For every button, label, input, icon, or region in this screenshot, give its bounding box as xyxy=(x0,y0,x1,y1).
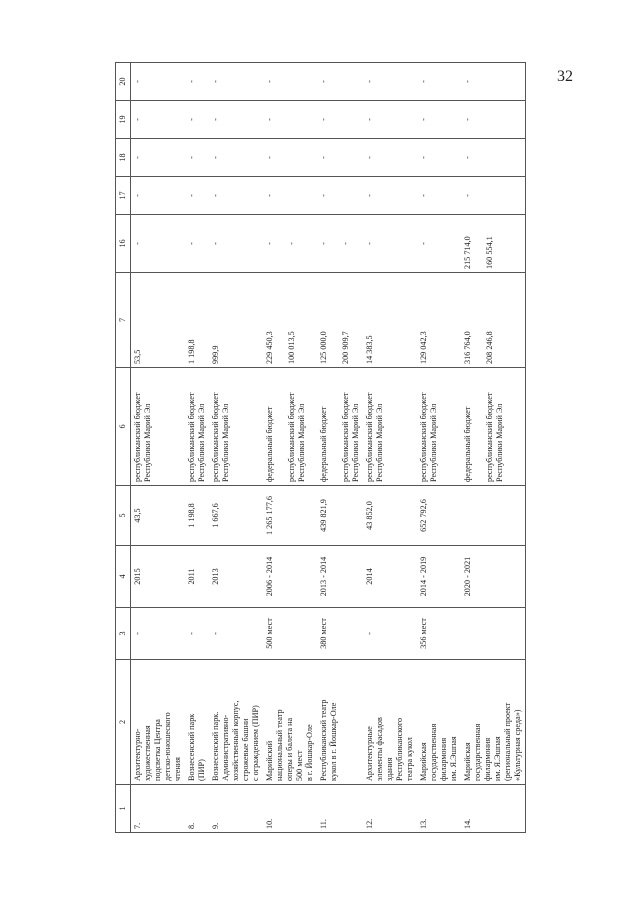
amount-col-16: 215 714,0 xyxy=(463,236,472,269)
funding-source-line: республиканский бюджет xyxy=(287,392,296,482)
amount-v18: - xyxy=(463,156,472,159)
funding-source-line: республиканский бюджет xyxy=(341,392,350,482)
row-number: 12. xyxy=(365,818,374,829)
amount-col-7: 53,5 xyxy=(133,349,142,364)
table-row xyxy=(317,63,363,833)
amount-v19: - xyxy=(211,118,220,121)
amount-v20: - xyxy=(187,80,196,83)
column-header: 4 xyxy=(116,546,131,608)
amount-col-7: 316 764,0 xyxy=(463,331,472,364)
funding-source-line: республиканский бюджет xyxy=(365,392,374,482)
amount-col-7: 208 246,8 xyxy=(485,331,494,364)
object-name-line: Архитектурные xyxy=(365,726,374,781)
amount-col-16: - xyxy=(365,242,374,245)
amount-v19: - xyxy=(365,118,374,121)
amount-v19: - xyxy=(463,118,472,121)
funding-source-line: республиканский бюджет xyxy=(187,392,196,482)
table-row xyxy=(461,63,526,833)
object-name-line: государственная xyxy=(429,723,438,781)
amount-v17: - xyxy=(365,194,374,197)
table-row xyxy=(209,63,263,833)
row-number: 10. xyxy=(265,818,274,829)
amount-v18: - xyxy=(365,156,374,159)
object-name-line: художественная xyxy=(143,725,152,781)
funding-source-line: Республики Марий Эл xyxy=(197,403,206,482)
period: 2006 - 2014 xyxy=(265,556,274,597)
column-header: 3 xyxy=(116,608,131,660)
object-name-line: 500 мест xyxy=(295,750,304,781)
row-number: 9. xyxy=(211,822,220,829)
amount-v19: - xyxy=(319,118,328,121)
object-name-line: (региональный проект xyxy=(503,702,512,781)
amount-col-16: - xyxy=(319,242,328,245)
source-gap xyxy=(329,371,341,482)
value-gap xyxy=(275,218,287,269)
capacity: 380 мест xyxy=(319,618,328,649)
amount-col-7: 14 383,5 xyxy=(365,335,374,364)
amount-v18: - xyxy=(211,156,220,159)
funding-source-line: республиканский бюджет xyxy=(485,392,494,482)
table-row xyxy=(417,63,461,833)
row-number: 14. xyxy=(463,818,472,829)
table-row xyxy=(131,63,186,833)
funding-source-line: республиканский бюджет xyxy=(133,392,142,482)
table-row xyxy=(363,63,417,833)
object-name-line: подсветка Центра xyxy=(153,719,162,781)
amount-col-16: - xyxy=(341,242,350,245)
amount-v18: - xyxy=(419,156,428,159)
funding-source-line: Республики Марий Эл xyxy=(221,403,230,482)
value-gap xyxy=(329,218,341,269)
object-name-line: Республиканского xyxy=(395,717,404,781)
amount-v19: - xyxy=(265,118,274,121)
funding-source-line: республиканский бюджет xyxy=(211,392,220,482)
object-name-line: детско-юношеского xyxy=(163,712,172,781)
capacity: - xyxy=(211,632,220,635)
value-gap xyxy=(473,218,485,269)
column-header: 18 xyxy=(116,139,131,177)
amount-v18: - xyxy=(265,156,274,159)
amount-col-7: 125 000,0 xyxy=(319,331,328,364)
funding-source-line: Республики Марий Эл xyxy=(429,403,438,482)
object-name-line: им. Я.Эшпая xyxy=(493,736,502,781)
object-name-line: здания xyxy=(385,757,394,781)
amount-v20: - xyxy=(365,80,374,83)
period: 2011 xyxy=(187,568,196,585)
object-name-line: Марийский xyxy=(265,740,274,781)
object-name-line: филармония xyxy=(483,737,492,781)
amount-v20: - xyxy=(211,80,220,83)
object-name-line: национальный театр xyxy=(275,709,284,781)
object-name-line: с ограждением (ПИР) xyxy=(251,705,260,781)
amount-col-7: 200 909,7 xyxy=(341,331,350,364)
column-header: 20 xyxy=(116,63,131,101)
object-name-line: им. Я.Эшпая xyxy=(449,736,458,781)
period: 2013 xyxy=(211,568,220,585)
funding-source-line: федеральный бюджет xyxy=(319,406,328,482)
object-name-line: элементы фасадов xyxy=(375,717,384,781)
period: 2020 - 2021 xyxy=(463,556,472,597)
total-cost: 43,5 xyxy=(133,508,142,523)
object-name-line: (ПИР) xyxy=(197,759,206,781)
funding-source-line: Республики Марий Эл xyxy=(351,403,360,482)
page-number: 32 xyxy=(557,68,573,85)
amount-v17: - xyxy=(133,194,142,197)
object-name-line: Архитектурно- xyxy=(133,728,142,781)
period: 2013 - 2014 xyxy=(319,556,328,597)
amount-v17: - xyxy=(319,194,328,197)
column-header: 19 xyxy=(116,101,131,139)
data-table xyxy=(115,62,526,833)
amount-col-16: - xyxy=(287,242,296,245)
total-cost: 439 821,9 xyxy=(319,499,328,532)
amount-v20: - xyxy=(463,80,472,83)
column-header: 2 xyxy=(116,660,131,785)
value-gap xyxy=(473,276,485,364)
object-name-line: филармония xyxy=(439,737,448,781)
amount-v20: - xyxy=(419,80,428,83)
period: 2014 xyxy=(365,568,374,585)
source-gap xyxy=(275,371,287,482)
object-name-line: строжевые башни xyxy=(241,718,250,781)
amount-v19: - xyxy=(133,118,142,121)
source-gap xyxy=(473,371,485,482)
total-cost: 1 198,8 xyxy=(187,503,196,528)
object-name-line: театра кукол xyxy=(405,737,414,781)
capacity: - xyxy=(133,632,142,635)
capacity: 356 мест xyxy=(419,618,428,649)
object-name-line: Административно- xyxy=(221,714,230,781)
funding-source-line: республиканский бюджет xyxy=(419,392,428,482)
amount-v17: - xyxy=(265,194,274,197)
funding-source-line: Республики Марий Эл xyxy=(375,403,384,482)
total-cost: 43 852,0 xyxy=(365,501,374,530)
object-name-line: хозяйственный корпус, xyxy=(231,700,240,781)
amount-v17: - xyxy=(211,194,220,197)
column-header: 17 xyxy=(116,177,131,215)
table-row xyxy=(263,63,317,833)
object-name-line: в г. Йошкар-Оле xyxy=(305,724,314,781)
value-gap xyxy=(275,276,287,364)
row-number: 7. xyxy=(133,822,142,829)
amount-v19: - xyxy=(419,118,428,121)
object-name-line: государственная xyxy=(473,723,482,781)
column-header: 16 xyxy=(116,215,131,273)
value-gap xyxy=(329,276,341,364)
amount-col-16: - xyxy=(419,242,428,245)
capacity: - xyxy=(187,632,196,635)
column-header: 7 xyxy=(116,273,131,368)
amount-col-7: 100 013,5 xyxy=(287,331,296,364)
amount-col-16: 160 554,1 xyxy=(485,236,494,269)
amount-v17: - xyxy=(187,194,196,197)
object-name-line: оперы и балета на xyxy=(285,717,294,781)
amount-col-7: 129 042,3 xyxy=(419,331,428,364)
amount-v20: - xyxy=(319,80,328,83)
object-name-line: Марийская xyxy=(463,742,472,781)
funding-source-line: Республики Марий Эл xyxy=(143,403,152,482)
row-number: 13. xyxy=(419,818,428,829)
amount-v18: - xyxy=(319,156,328,159)
capacity: 500 мест xyxy=(265,618,274,649)
row-number: 11. xyxy=(319,819,328,829)
column-header: 1 xyxy=(116,785,131,833)
amount-v18: - xyxy=(133,156,142,159)
amount-col-16: - xyxy=(265,242,274,245)
amount-v18: - xyxy=(187,156,196,159)
amount-col-16: - xyxy=(211,242,220,245)
capacity: - xyxy=(365,632,374,635)
amount-v19: - xyxy=(187,118,196,121)
object-name-line: кукол в г. Йошкар-Оле xyxy=(329,702,338,781)
header-row xyxy=(116,63,131,833)
period: 2015 xyxy=(133,568,142,585)
total-cost: 1 265 177,6 xyxy=(265,496,274,535)
amount-col-7: 999,9 xyxy=(211,345,220,364)
column-header: 5 xyxy=(116,486,131,546)
funding-source-line: Республики Марий Эл xyxy=(495,403,504,482)
funding-source-line: федеральный бюджет xyxy=(463,406,472,482)
amount-col-7: 229 450,3 xyxy=(265,331,274,364)
total-cost: 1 667,6 xyxy=(211,503,220,528)
row-number: 8. xyxy=(187,822,196,829)
amount-col-7: 1 198,8 xyxy=(187,339,196,364)
amount-col-16: - xyxy=(187,242,196,245)
amount-v17: - xyxy=(419,194,428,197)
object-name-line: Вознесенский парк. xyxy=(211,711,220,781)
rotated-table-wrapper xyxy=(115,63,523,833)
object-name-line: Марийская xyxy=(419,742,428,781)
column-header: 6 xyxy=(116,368,131,486)
object-name-line: Республиканский театр xyxy=(319,699,328,781)
amount-v20: - xyxy=(133,80,142,83)
amount-v17: - xyxy=(463,194,472,197)
funding-source-line: Республики Марий Эл xyxy=(297,403,306,482)
funding-source-line: федеральный бюджет xyxy=(265,406,274,482)
amount-v20: - xyxy=(265,80,274,83)
period: 2014 - 2019 xyxy=(419,556,428,597)
object-name-line: чтения xyxy=(173,757,182,781)
object-name-line: «Культурная среда») xyxy=(513,709,522,781)
object-name-line: Вознесенский парк xyxy=(187,713,196,781)
total-cost: 652 792,6 xyxy=(419,499,428,532)
amount-col-16: - xyxy=(133,242,142,245)
table-row xyxy=(185,63,209,833)
